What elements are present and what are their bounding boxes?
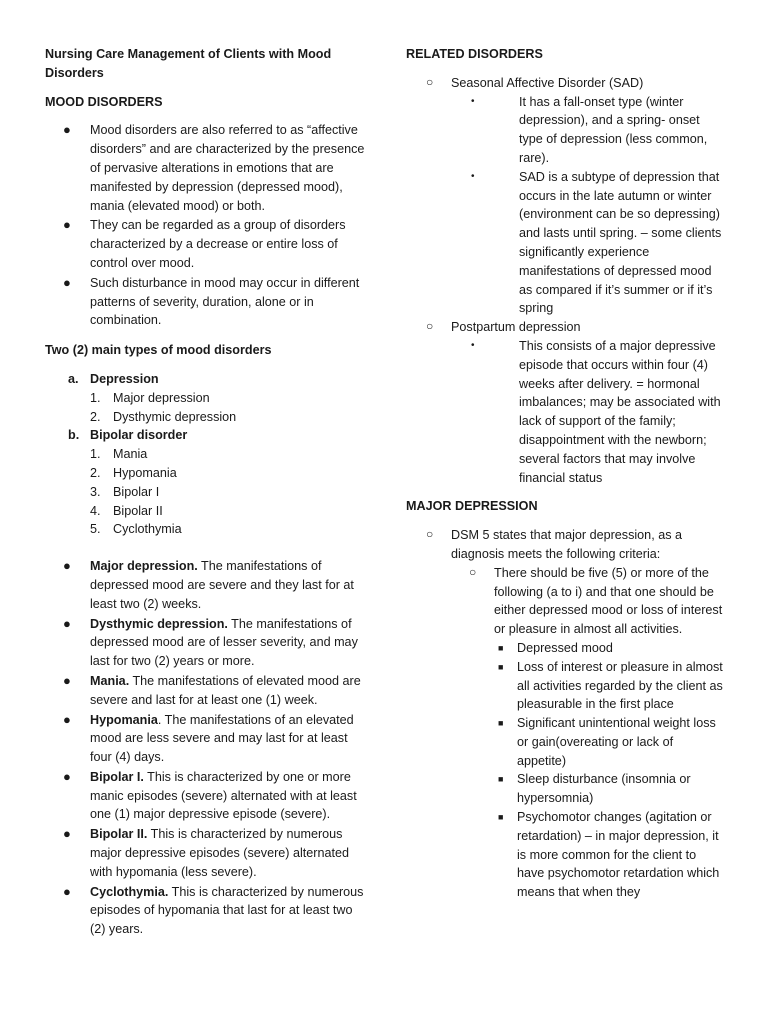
right-column: [406, 45, 724, 902]
list-item: ● Dysthymic depression. The manifestations of depressed mood are of lesser severity, and may last for two (2) years or more.: [63, 615, 358, 669]
list-item: ● Major depression. The manifestations of depressed mood are severe and they last for at least two (2) weeks.: [63, 558, 354, 611]
types-heading: Two (2) main types of mood disorders: [45, 343, 272, 358]
mood-disorders-list: [45, 121, 365, 330]
type-item-bipolar: b. Bipolar disorder 1. Mania 2. Hypomania 3. Bipolar I 4. Bipolar II 5. Cyclothymia: [45, 426, 365, 539]
bullet-icon: ●: [63, 558, 71, 574]
dsm-list: [406, 526, 724, 902]
list-item: ● Cyclothymia. This is characterized by numerous episodes of hypomania that last for at least two (2) years.: [63, 883, 364, 937]
bullet-icon: ●: [63, 122, 71, 138]
list-item: ○ Postpartum depression • This consists of a major depressive episode that occurs within four (4) weeks after delivery. = hormonal imbalances; may be associated with lack of support of the family; disappointment with the newborn; several factors that may involve financial status: [406, 318, 724, 487]
related-disorders-heading: RELATED DISORDERS: [406, 47, 543, 61]
list-item: ○ DSM 5 states that major depression, as a diagnosis meets the following criteria: ○ There should be five (5) or more of the following (a to i) and that one should be either depressed mood or loss of interest or pleasure in almost all activities. ■ Depressed mood ■ Loss of interest or pleasure in almost all activities regarded by the client as pleasurable in the first place ■ Significant unintentional weight loss or gain(overeating or lack of appetite) ■ Sleep disturbance (insomnia or hypersomnia) ■ Psychomotor changes (agitation or retardation) – in major depression, it is more common for the client to have psychomotor retardation which means that when they: [406, 526, 724, 902]
criteria-list: [494, 639, 724, 902]
bullet-icon: ●: [63, 615, 71, 631]
square-bullet-icon: ■: [498, 661, 504, 672]
square-bullet-icon: ■: [498, 718, 504, 729]
list-item: ■ Significant unintentional weight loss or gain(overeating or lack of appetite): [498, 716, 716, 768]
circle-bullet-icon: ○: [469, 564, 477, 579]
type-item-depression: a. Depression 1. Major depression 2. Dysthymic depression: [45, 370, 365, 426]
list-item: ■ Depressed mood: [494, 639, 724, 658]
list-item: ● Such disturbance in mood may occur in different patterns of severity, duration, alone or in combination.: [63, 274, 360, 328]
list-item: 1. Mania: [90, 447, 148, 462]
list-item: ● Bipolar I. This is characterized by one or more manic episodes (severe) alternated with at least one (1) major depressive episode (severe).: [63, 768, 357, 822]
bullet-icon: •: [471, 339, 475, 351]
list-item: ■ Loss of interest or pleasure in almost all activities regarded by the client as pleasurable in the first place: [498, 659, 723, 712]
circle-bullet-icon: ○: [426, 527, 434, 542]
bullet-icon: ●: [63, 217, 71, 233]
list-item: ● They can be regarded as a group of disorders characterized by a decrease or entire loss of control over mood.: [63, 217, 346, 270]
bullet-icon: ●: [63, 826, 71, 842]
list-item: 2. Hypomania: [90, 465, 177, 480]
major-depression-heading: MAJOR DEPRESSION: [406, 499, 538, 514]
list-item: ● Mood disorders are also referred to as “affective disorders” and are characterized by the presence of pervasive alterations in emotions that are manifested by depression (depressed mood), mania (elevated mood) or both.: [63, 122, 365, 213]
mood-disorders-heading: MOOD DISORDERS: [45, 94, 163, 109]
list-item: 1. Major depression: [90, 390, 210, 405]
list-item: 3. Bipolar I: [90, 484, 160, 499]
list-item: ● Bipolar II. This is characterized by numerous major depressive episodes (severe) alternated with hypomania (less severe).: [63, 826, 350, 879]
list-item: ● Mania. The manifestations of elevated mood are severe and last for at least one (1) week.: [63, 672, 361, 707]
types-list: [45, 370, 365, 539]
list-item: ○ Seasonal Affective Disorder (SAD) • It has a fall-onset type (winter depression), and a spring- onset type of depression (less common, rare). • SAD is a subtype of depression that occurs in the late autumn or winter (environment can be so depressing) and lasts until spring. – some clients significantly experience manifestations of depressed mood as compared if it’s summer or if it’s spring: [406, 74, 724, 318]
bullet-icon: ●: [63, 672, 71, 688]
list-item: ■ Psychomotor changes (agitation or retardation) – in major depression, it is more common for the client to have psychomotor retardation which means that when they: [498, 810, 720, 900]
bullet-icon: ●: [63, 711, 71, 727]
list-item: • This consists of a major depressive episode that occurs within four (4) weeks after delivery. = hormonal imbalances; may be associated with lack of support of the family; disappointment with the newborn; several factors that may involve financial status: [471, 338, 721, 485]
list-item: ■ Sleep disturbance (insomnia or hypersomnia): [498, 772, 691, 806]
definitions-list: [45, 557, 365, 939]
list-item: 4. Bipolar II: [90, 503, 163, 518]
list-item: • SAD is a subtype of depression that occurs in the late autumn or winter (environment can be so depressing) and lasts until spring. – some clients significantly experience manifestations of depressed mood as compared if it’s summer or if it’s spring: [471, 169, 722, 316]
square-bullet-icon: ■: [498, 774, 504, 785]
bullet-icon: ●: [63, 883, 71, 899]
document-title: Nursing Care Management of Clients with Mood Disorders: [45, 47, 332, 80]
circle-bullet-icon: ○: [426, 74, 434, 89]
left-column: [45, 45, 365, 940]
bullet-icon: ●: [63, 768, 71, 784]
bullet-icon: ●: [63, 274, 71, 290]
square-bullet-icon: ■: [498, 642, 504, 653]
square-bullet-icon: ■: [498, 812, 504, 823]
list-item: ● Hypomania. The manifestations of an elevated mood are less severe and may last for at least four (4) days.: [63, 711, 354, 765]
bullet-icon: •: [471, 170, 475, 182]
bullet-icon: •: [471, 95, 475, 107]
list-item: 2. Dysthymic depression: [90, 409, 237, 424]
circle-bullet-icon: ○: [426, 319, 434, 334]
list-item: 5. Cyclothymia: [90, 522, 182, 537]
related-disorders-list: [406, 74, 724, 488]
list-item: ○ There should be five (5) or more of the following (a to i) and that one should be either depressed mood or loss of interest or pleasure in almost all activities. ■ Depressed mood ■ Loss of interest or pleasure in almost all activities regarded by the client as pleasurable in the first place ■ Significant unintentional weight loss or gain(overeating or lack of appetite) ■ Sleep disturbance (insomnia or hypersomnia) ■ Psychomotor changes (agitation or retardation) – in major depression, it is more common for the client to have psychomotor retardation which means that when they: [449, 564, 724, 902]
list-item: • It has a fall-onset type (winter depression), and a spring- onset type of depression (less common, rare).: [471, 94, 708, 165]
